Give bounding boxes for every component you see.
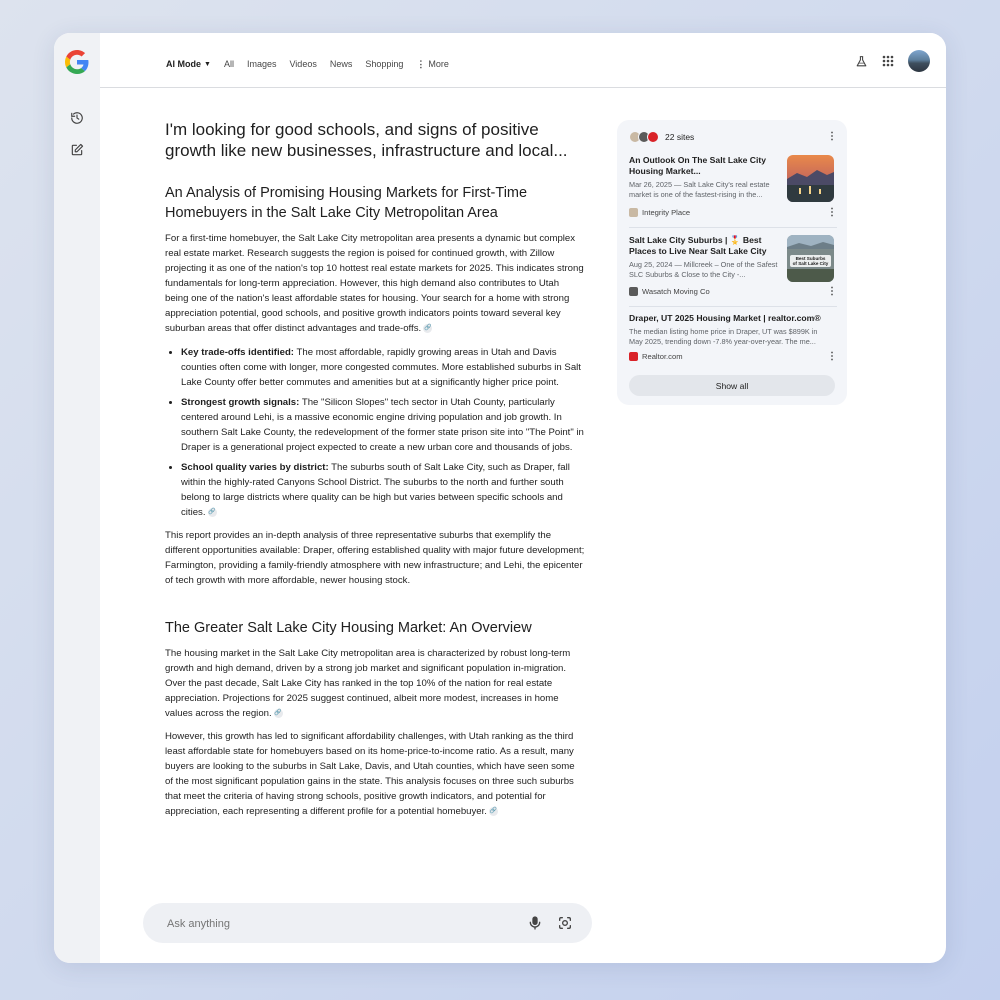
top-bar [100,33,946,88]
paragraph [165,646,585,721]
paragraph-text: However, this growth has led to significant affordability challenges, with Utah ranking as the third least affordable state for homebuyers based on its home-price-to-income ratio. As a result, many buyers are looking to the suburbs in Salt Lake, Davis, and Utah counties, which have seen some of the most significant population gains in the state. This analysis focuses on three such suburbs that meet the criteria of having strong schools, positive growth indicators, and potential for appreciation, each representing a different profile for a potential homebuyer. [165,731,575,817]
source-site-name: Wasatch Moving Co [642,287,710,296]
divider [629,227,837,228]
sources-header [629,130,837,144]
realtor-favicon-icon [647,131,659,143]
source-favicons [629,131,659,143]
new-chat-button[interactable] [67,140,87,160]
realtor-house-icon [629,352,638,361]
paragraph: This report provides an in-depth analysis of three representative suburbs that exemplify the different opportunities available: Draper, offering established quality with major future development; Farmington, providing a family-friendly atmosphere with new infrastructure; and Lehi, the epicenter of tech growth with more affordable, newer housing stock. [165,530,585,586]
source-title: Draper, UT 2025 Housing Market | realtor.com® [629,313,821,323]
sources-panel [617,120,847,405]
city-sunset-image [787,155,834,202]
tab-videos[interactable] [289,59,316,69]
thumbnail-caption: Best Suburbs [795,256,826,261]
source-title: An Outlook On The Salt Lake City Housing Market... [629,155,767,176]
tab-news[interactable] [330,59,353,69]
source-site-name: Integrity Place [642,208,691,217]
source-site-name: Realtor.com [642,352,683,361]
source-site [629,287,837,296]
search-tabs [166,33,462,95]
edit-icon [70,143,84,157]
user-query: I'm looking for good schools, and signs of positive growth like new businesses, infrastructure and local... [165,120,568,160]
app-window [54,33,946,963]
bullet-title: Strongest growth signals: [181,397,300,408]
source-card[interactable] [629,155,837,200]
source-card[interactable] [629,313,837,347]
source-thumbnail [787,235,834,282]
source-snippet: Mar 26, 2025 — Salt Lake City's real estate market is one of the fastest-rising in the... [629,180,770,199]
bullet-text: The suburbs south of Salt Lake City, such as Draper, fall within the highly-rated Canyons School District. The suburbs to the north and further south belong to large districts where quality can be high but varies between specific schools and cities. [181,462,570,518]
bullet-list [165,345,585,520]
show-all-button[interactable]: Show all [629,375,835,396]
source-thumbnail [787,155,834,202]
paragraph [165,231,585,336]
lens-camera-icon[interactable] [557,915,573,931]
google-logo-icon[interactable] [65,50,89,74]
list-item [181,460,585,520]
tab-images[interactable] [247,59,277,69]
paragraph [165,729,585,819]
list-item [181,345,585,390]
bullet-title: School quality varies by district: [181,462,329,473]
source-site [629,208,837,217]
divider [629,306,837,307]
tab-label: Shopping [365,59,404,69]
tab-shopping[interactable] [365,59,403,69]
bullet-text: The "Silicon Slopes" tech sector in Utah County, particularly centered around Lehi, is a massive economic engine driving population and job growth. In southern Salt Lake County, the redevelopment of the former state prison site into "The Point" in Draper is a generational project expected to create a new urban core and thousands of jobs. [181,397,584,453]
source-site-row [629,287,837,297]
source-site-row [629,352,837,362]
paragraph-text: The housing market in the Salt Lake City metropolitan area is characterized by robust long-term growth and high demand, driven by a strong job market and significant population in-migration. Over the past decade, Salt Lake City has ranked in the top 10% of the nation for real estate appreciation. Projections for 2025 suggest continued, albeit more modest, increases in home values across the region. [165,648,571,719]
panel-more-vert-icon[interactable]: ⋮ [827,131,837,142]
source-site-row [629,208,837,218]
source-site [629,352,837,361]
section-heading: The Greater Salt Lake City Housing Market: An Overview [165,620,532,636]
tab-label: More [428,59,449,69]
sites-count: 22 sites [665,132,695,142]
citation-link-icon[interactable]: 🔗 [208,508,216,515]
top-right-icons [855,50,930,72]
tab-more[interactable] [416,59,449,70]
tab-label: All [223,59,234,69]
tab-label: News [329,59,353,69]
answer-content [165,119,585,819]
left-rail [54,33,100,963]
more-vert-icon: ⋮ [416,58,425,69]
history-button[interactable] [67,108,87,128]
thumbnail-caption: of Salt Lake City [792,261,829,266]
tab-label: AI Mode [166,59,201,69]
citation-link-icon[interactable]: 🔗 [423,324,432,331]
history-icon [70,111,84,125]
microphone-icon[interactable] [527,915,543,931]
truck-icon [629,287,638,296]
tab-all[interactable] [224,59,234,69]
source-more-vert-icon[interactable]: ⋮ [827,286,837,297]
ask-bar [143,903,592,943]
caret-down-icon: ▼ [204,60,211,68]
source-snippet: Aug 25, 2024 — Millcreek – One of the Safest SLC Suburbs & Close to the City -... [629,260,778,279]
citation-link-icon[interactable]: 🔗 [489,807,498,814]
ask-input[interactable] [165,915,509,933]
tab-ai-mode[interactable] [166,59,211,69]
source-title: Salt Lake City Suburbs | 🎖️ Best Places to Live Near Salt Lake City [629,235,767,256]
list-item [181,395,585,455]
tab-label: Images [246,59,277,69]
integrity-place-icon [629,208,638,217]
apps-grid-icon[interactable] [882,55,894,67]
account-avatar[interactable] [908,50,930,72]
bullet-text: The most affordable, rapidly growing areas in Utah and Davis counties often come with longer, more congested commutes. More established suburbs in Salt Lake County offer better commutes and amenities but at a significantly higher price point. [181,347,581,388]
suburbs-aerial-image [787,235,834,282]
bullet-title: Key trade-offs identified: [181,347,295,358]
labs-flask-icon[interactable] [855,55,868,68]
source-snippet: The median listing home price in Draper, UT was $899K in May 2025, trending down -7.8% year-over-year. The me... [629,327,818,346]
source-card[interactable] [629,235,837,280]
source-more-vert-icon[interactable]: ⋮ [827,207,837,218]
tab-label: Videos [289,59,317,69]
citation-link-icon[interactable]: 🔗 [274,709,282,716]
source-more-vert-icon[interactable]: ⋮ [827,351,837,362]
paragraph-text: For a first-time homebuyer, the Salt Lake City metropolitan area presents a dynamic but complex real estate market. Research suggests the region is poised for continued growth, with Zillow projecting it as one of the nation's top 10 hottest real estate markets for 2025. This indicates strong fundamentals for long-term appreciation. However, this high demand also contributes to Utah being one of the nation's least affordable states for housing. Your search for a home with strong appreciation potential, good schools, and positive growth indicators points toward several key suburban areas that offer distinct advantages and trade-offs. [165,233,584,334]
section-heading: An Analysis of Promising Housing Markets for First-Time Homebuyers in the Salt Lake City Metropolitan Area [165,185,528,221]
